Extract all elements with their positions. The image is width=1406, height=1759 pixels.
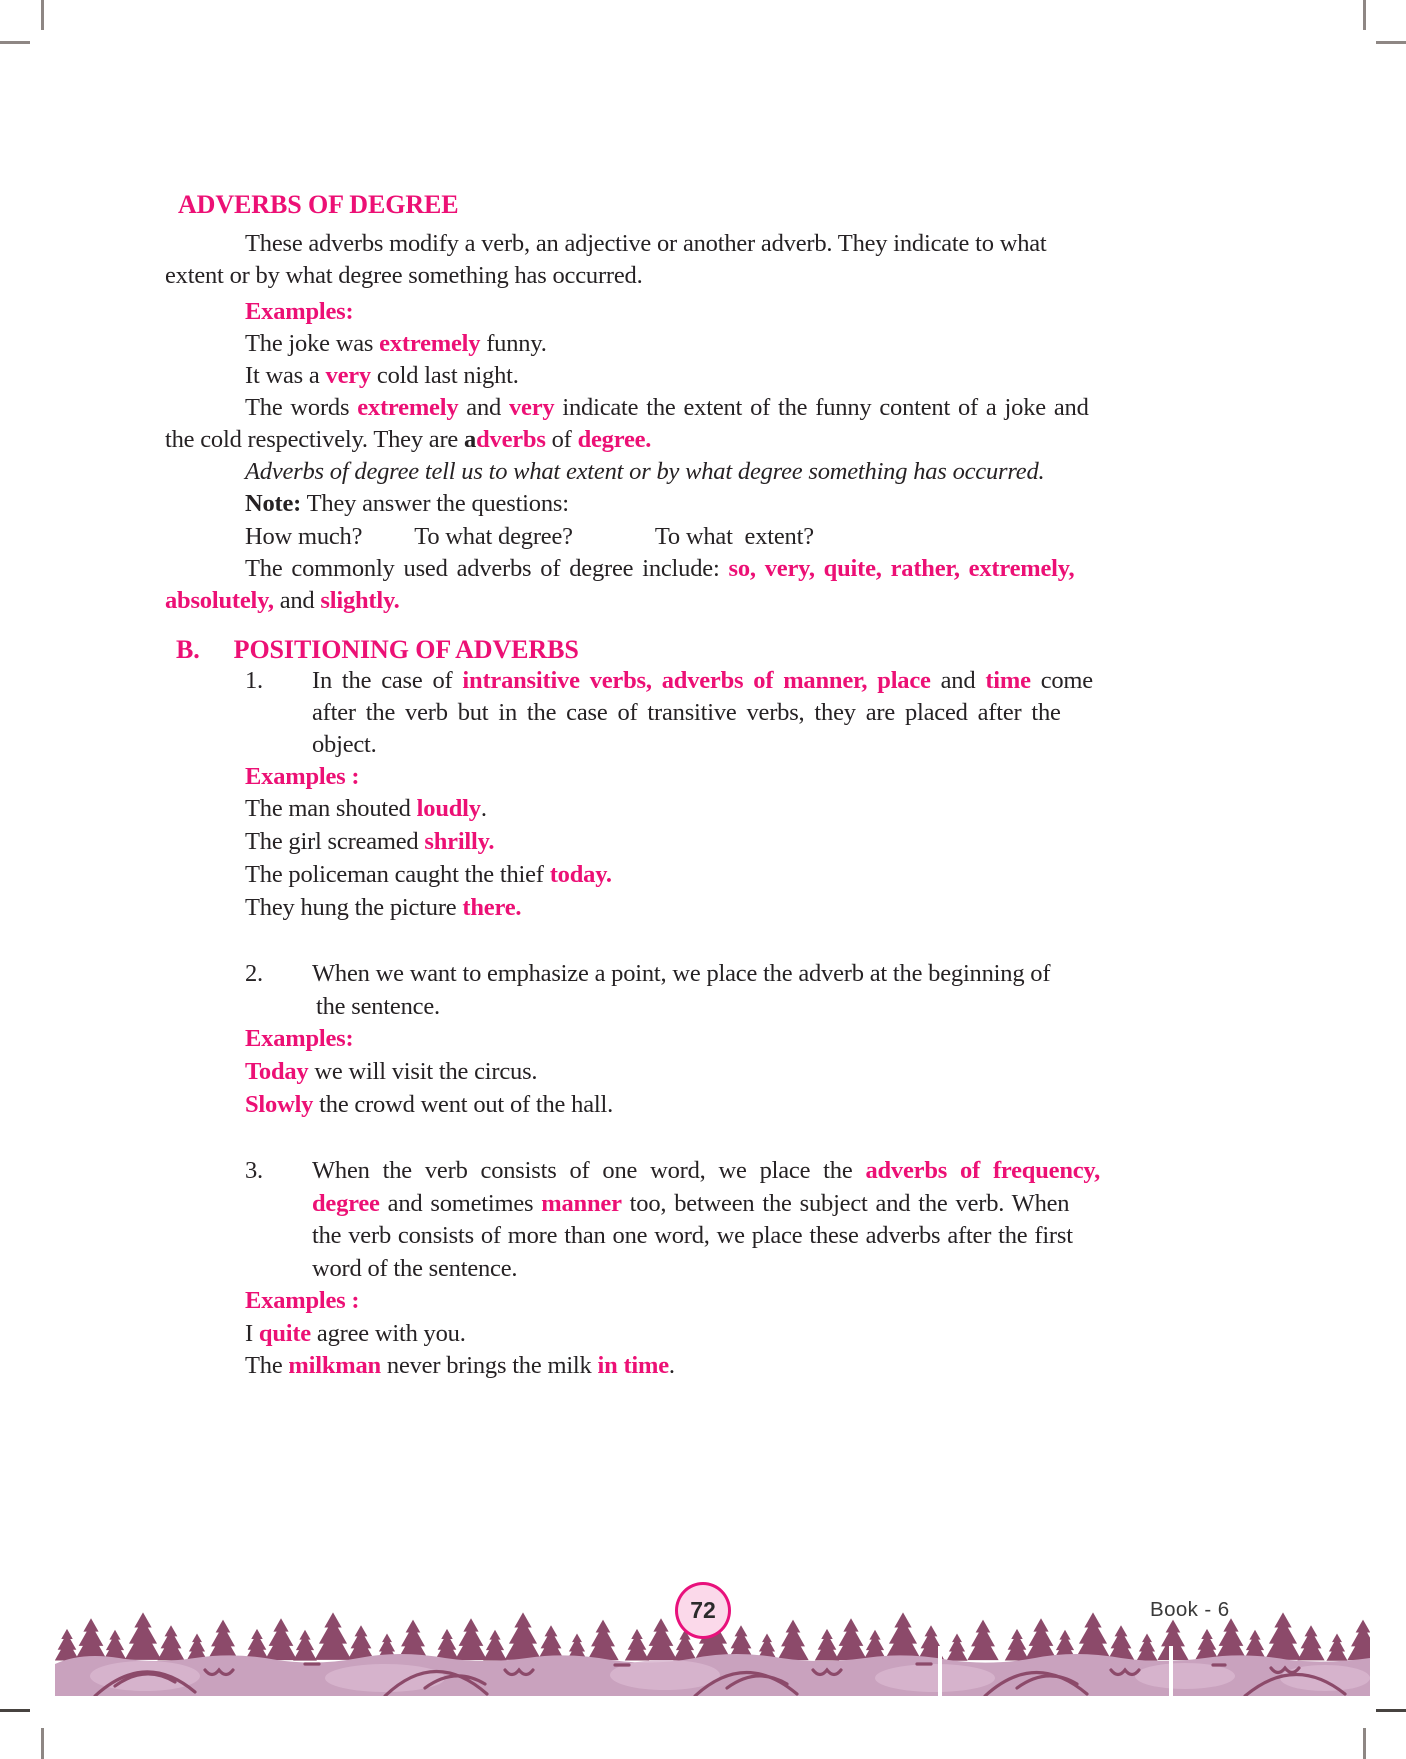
crop-mark-bottom-right-horizontal [1376,1709,1406,1712]
text-line: The words extremely and very indicate the extent of the funny content of a joke and [245,394,1089,421]
text-line: word of the sentence. [312,1255,518,1282]
crop-mark-bottom-right-vertical [1363,1728,1366,1759]
text-line: I quite agree with you. [245,1320,466,1347]
crop-mark-bottom-left-horizontal [0,1709,30,1712]
text-line: These adverbs modify a verb, an adjective or another adverb. They indicate to what [245,230,1047,257]
text-line: 2. [245,960,263,987]
text-line: absolutely, and slightly. [165,587,400,614]
text-line: Adverbs of degree tell us to what extent or by what degree something has occurred. [245,458,1045,485]
page-number: 72 [690,1597,716,1623]
text-line: The policeman caught the thief today. [245,861,612,888]
text-line: degree and sometimes manner too, between the subject and the verb. When [312,1190,1070,1217]
text-line: The man shouted loudly. [245,795,487,822]
text-line: The joke was extremely funny. [245,330,547,357]
text-line: In the case of intransitive verbs, adverbs of manner, place and time come [312,667,1093,694]
crop-mark-top-left-horizontal [0,41,30,44]
book-label: Book - 6 [1150,1598,1230,1621]
text-line: the verb consists of more than one word, we place these adverbs after the first [312,1222,1073,1249]
text-line: ADVERBS OF DEGREE [178,190,459,219]
text-line: When the verb consists of one word, we place the adverbs of frequency, [312,1157,1101,1184]
text-line: When we want to emphasize a point, we place the adverb at the beginning of [312,960,1051,987]
text-line: object. [312,731,377,758]
crop-mark-top-left-vertical [41,0,44,30]
text-line: The milkman never brings the milk in time. [245,1352,675,1379]
text-line: Note: They answer the questions: [245,490,569,517]
crop-mark-bottom-left-vertical [41,1728,44,1759]
text-line: 1. [245,667,263,694]
page-number-badge [675,1582,731,1639]
text-line: The girl screamed shrilly. [245,828,495,855]
text-line: Examples : [245,763,360,790]
text-line: the sentence. [316,993,440,1020]
crop-mark-top-right-horizontal [1376,41,1406,44]
text-line: Examples : [245,1287,360,1314]
text-line: the cold respectively. They are adverbs of degree. [165,426,652,453]
text-line: Examples: [245,1025,354,1052]
text-line: B. POSITIONING OF ADVERBS [176,635,579,664]
text-line: They hung the picture there. [245,894,522,921]
text-line: The commonly used adverbs of degree include: so, very, quite, rather, extremely, [245,555,1075,582]
text-line: extent or by what degree something has occurred. [165,262,643,289]
crop-mark-top-right-vertical [1363,0,1366,30]
text-line: after the verb but in the case of transitive verbs, they are placed after the [312,699,1061,726]
text-line: It was a very cold last night. [245,362,519,389]
text-line: How much? To what degree? To what extent? [245,523,814,550]
text-line: Slowly the crowd went out of the hall. [245,1091,614,1118]
text-line: 3. [245,1157,263,1184]
text-line: Today we will visit the circus. [245,1058,538,1085]
text-line: Examples: [245,298,354,325]
